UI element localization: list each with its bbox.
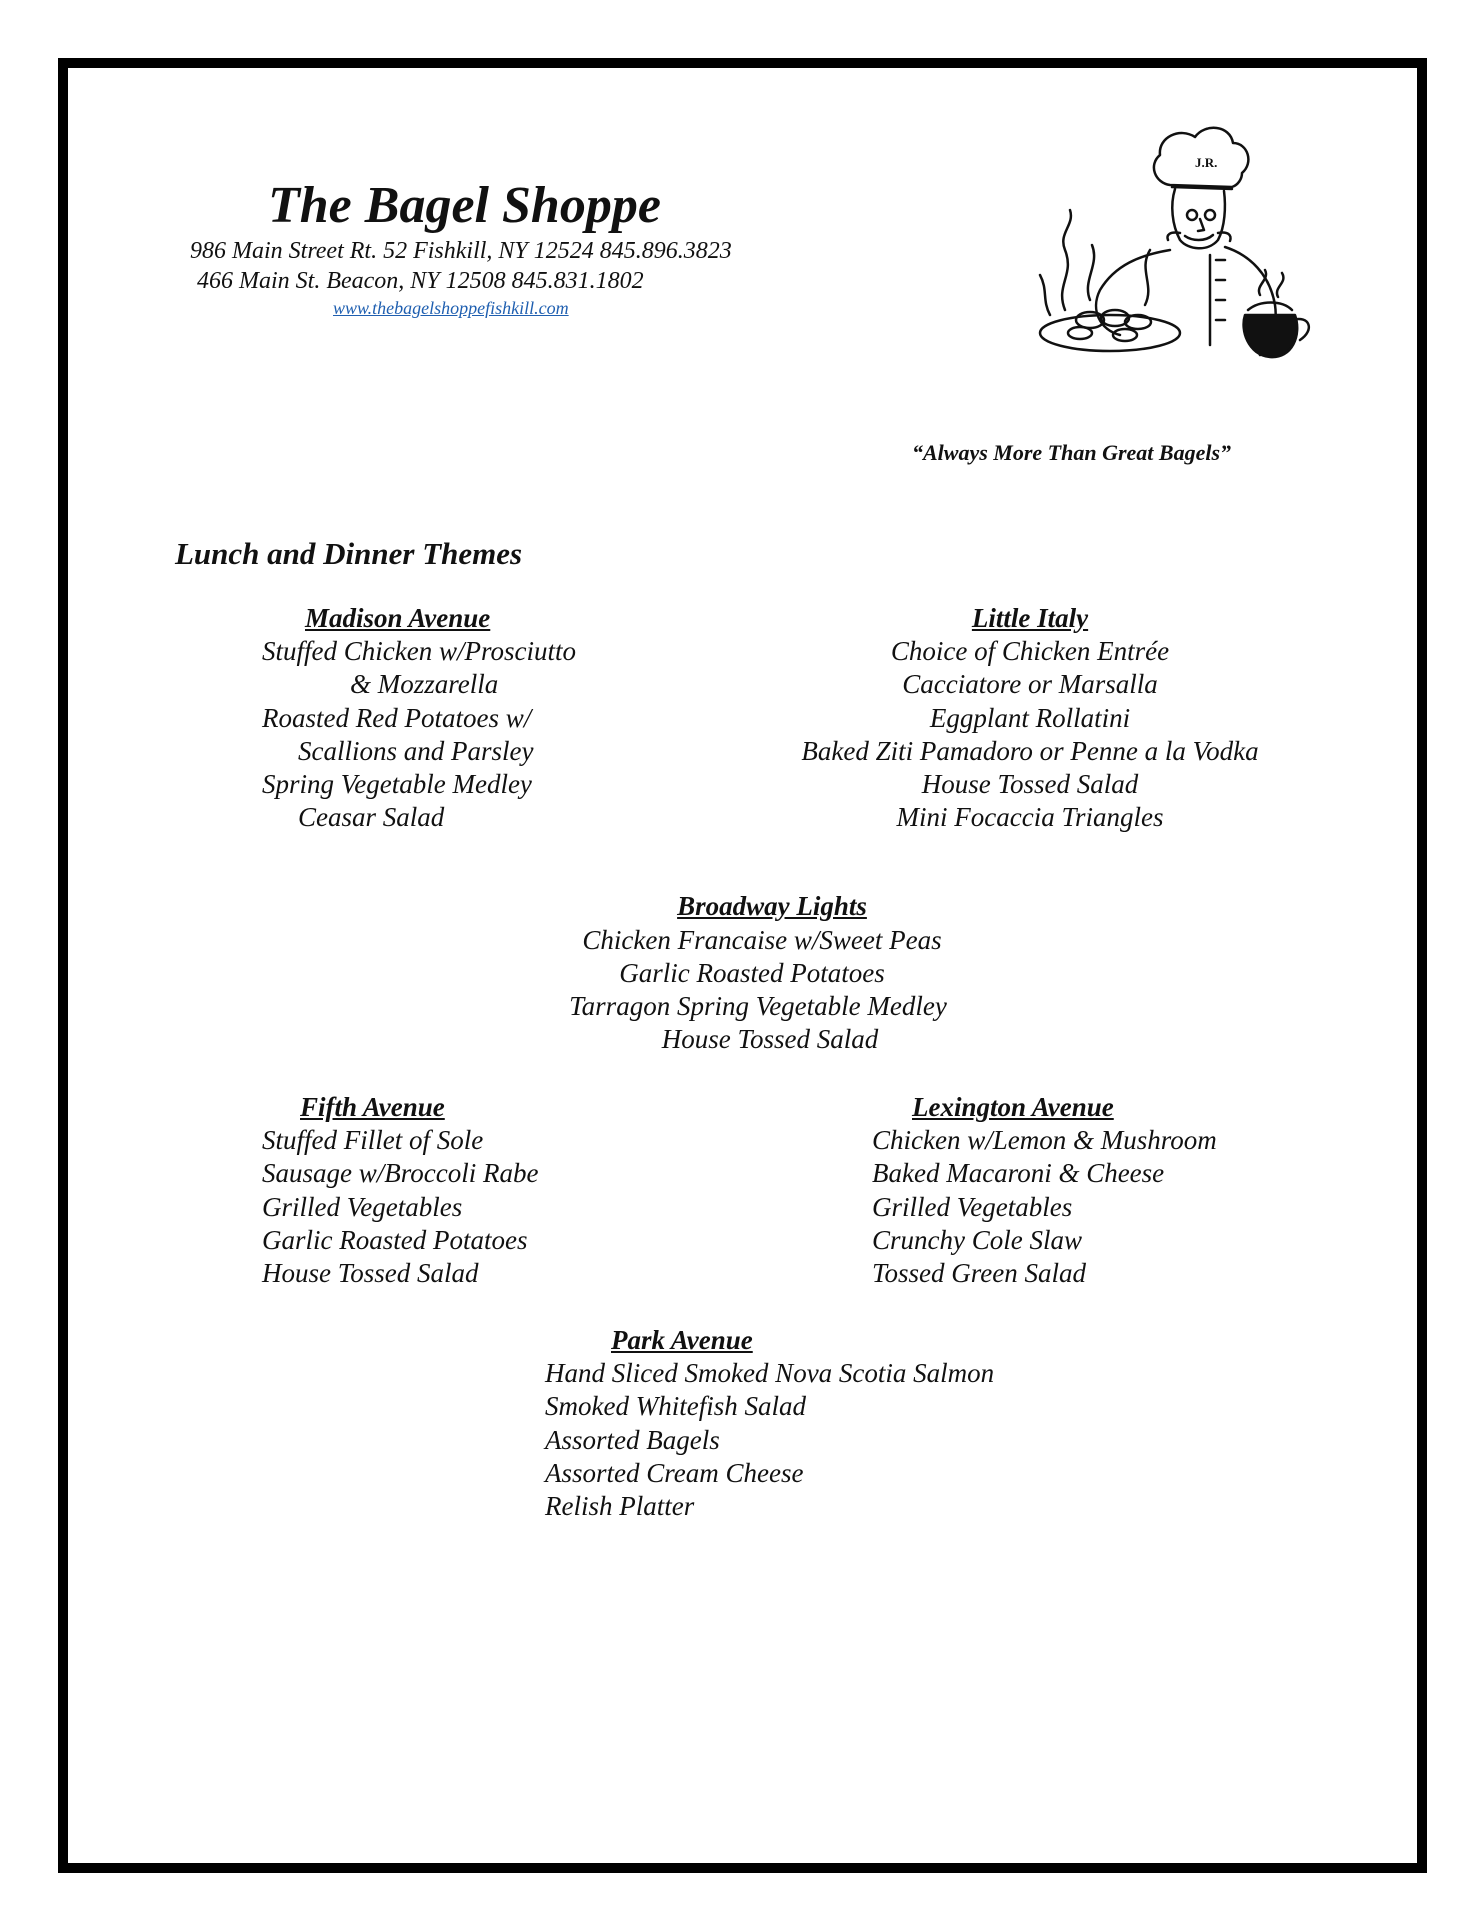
menu-title-park: Park Avenue — [611, 1325, 753, 1355]
restaurant-title: The Bagel Shoppe — [268, 177, 661, 234]
menu-item: Eggplant Rollatini — [929, 703, 1131, 733]
menu-item: Tarragon Spring Vegetable Medley — [569, 991, 947, 1021]
menu-item: & Mozzarella — [350, 669, 499, 699]
website-link[interactable]: www.thebagelshoppefishkill.com — [333, 298, 569, 318]
menu-item: Roasted Red Potatoes w/ — [262, 703, 532, 733]
menu-item: Chicken Francaise w/Sweet Peas — [582, 925, 942, 955]
menu-item: Hand Sliced Smoked Nova Scotia Salmon — [545, 1358, 995, 1388]
menu-item: Stuffed Fillet of Sole — [262, 1125, 484, 1155]
menu-item: Baked Ziti Pamadoro or Penne a la Vodka — [801, 736, 1259, 766]
chef-illustration-icon — [1020, 115, 1320, 385]
menu-item: Grilled Vegetables — [262, 1192, 463, 1222]
menu-title-fifth: Fifth Avenue — [300, 1092, 445, 1122]
menu-item: Assorted Bagels — [545, 1425, 720, 1455]
address-fishkill: 986 Main Street Rt. 52 Fishkill, NY 12524 845.896.3823 — [190, 238, 732, 264]
menu-item: Garlic Roasted Potatoes — [619, 958, 885, 988]
menu-title-lexington: Lexington Avenue — [912, 1092, 1114, 1122]
menu-item: Stuffed Chicken w/Prosciutto — [262, 636, 576, 666]
menu-item: House Tossed Salad — [921, 769, 1139, 799]
menu-item: Spring Vegetable Medley — [262, 769, 532, 799]
menu-title-broadway: Broadway Lights — [677, 891, 867, 921]
slogan: “Always More Than Great Bagels” — [912, 440, 1232, 465]
menu-item: Assorted Cream Cheese — [545, 1458, 804, 1488]
menu-item: Crunchy Cole Slaw — [872, 1225, 1082, 1255]
menu-item: Grilled Vegetables — [872, 1192, 1073, 1222]
menu-item: Ceasar Salad — [298, 802, 445, 832]
menu-item: Garlic Roasted Potatoes — [262, 1225, 528, 1255]
menu-item: Choice of Chicken Entrée — [890, 636, 1170, 666]
chef-hat-initials: J.R. — [1195, 155, 1218, 170]
menu-item: Mini Focaccia Triangles — [896, 802, 1164, 832]
menu-item: Smoked Whitefish Salad — [545, 1391, 806, 1421]
address-beacon: 466 Main St. Beacon, NY 12508 845.831.1802 — [197, 268, 644, 294]
menu-item: Sausage w/Broccoli Rabe — [262, 1158, 539, 1188]
menu-item: Tossed Green Salad — [872, 1258, 1087, 1288]
menu-item: Scallions and Parsley — [298, 736, 534, 766]
menu-item: House Tossed Salad — [262, 1258, 479, 1288]
section-heading: Lunch and Dinner Themes — [175, 536, 523, 571]
menu-title-madison: Madison Avenue — [305, 603, 491, 633]
menu-item: House Tossed Salad — [661, 1024, 879, 1054]
menu-item: Relish Platter — [545, 1491, 695, 1521]
menu-item: Cacciatore or Marsalla — [902, 669, 1158, 699]
menu-title-little-italy: Little Italy — [971, 603, 1089, 633]
menu-item: Chicken w/Lemon & Mushroom — [872, 1125, 1217, 1155]
menu-item: Baked Macaroni & Cheese — [872, 1158, 1165, 1188]
